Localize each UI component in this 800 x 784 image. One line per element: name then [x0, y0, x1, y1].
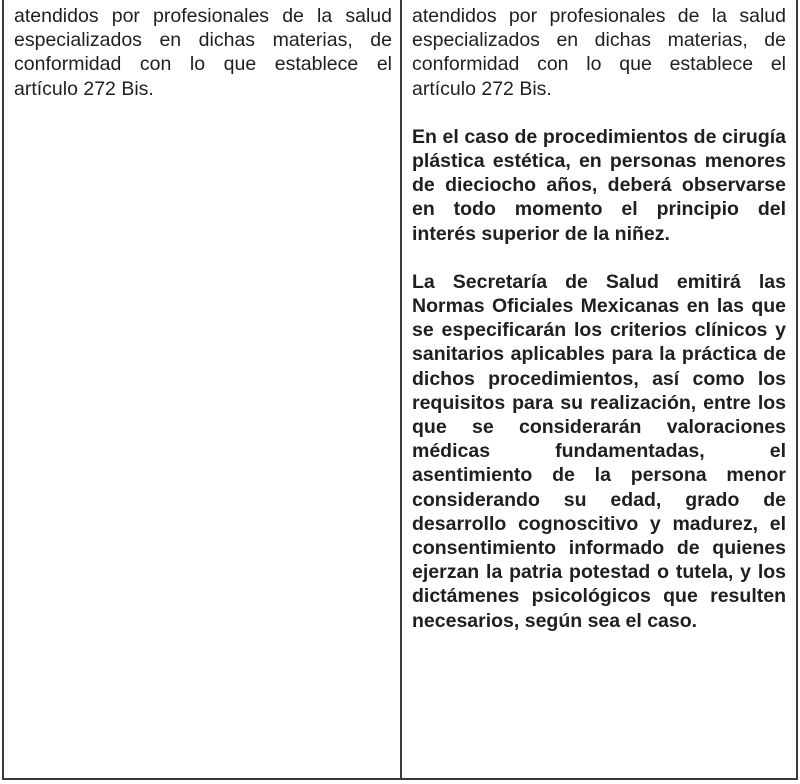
paragraph-gap: [412, 246, 786, 270]
current-text-column: [4, 0, 402, 778]
left-paragraph-1: atendidos por profesionales de la salud especializados en dichas materias, de conformidad con lo que establece el artículo 272 Bis.: [14, 5, 392, 100]
comparison-table: [2, 0, 798, 780]
right-paragraph-3-bold: La Secretaría de Salud emitirá las Normas Oficiales Mexicanas en las que se especificarán los criterios clínicos y sanitarios aplicables para la práctica de dichos procedimientos, así como los requisitos para su realización, entre los que se considerarán valoraciones médicas fundamentadas, el asentimiento de la persona menor considerando su edad, grado de desarrollo cognoscitivo y madurez, el consentimiento informado de quienes ejerzan la patria potestad o tutela, y los dictámenes psicológicos que resulten necesarios, según sea el caso.: [412, 270, 786, 632]
right-paragraph-1: atendidos por profesionales de la salud especializados en dichas materias, de conformidad con lo que establece el artículo 272 Bis.: [412, 5, 786, 100]
paragraph-gap: [412, 101, 786, 125]
proposed-text-column: [402, 0, 796, 778]
right-paragraph-2-bold: En el caso de procedimientos de cirugía plástica estética, en personas menores de dieciocho años, deberá observarse en todo momento el principio del interés superior de la niñez.: [412, 125, 786, 245]
